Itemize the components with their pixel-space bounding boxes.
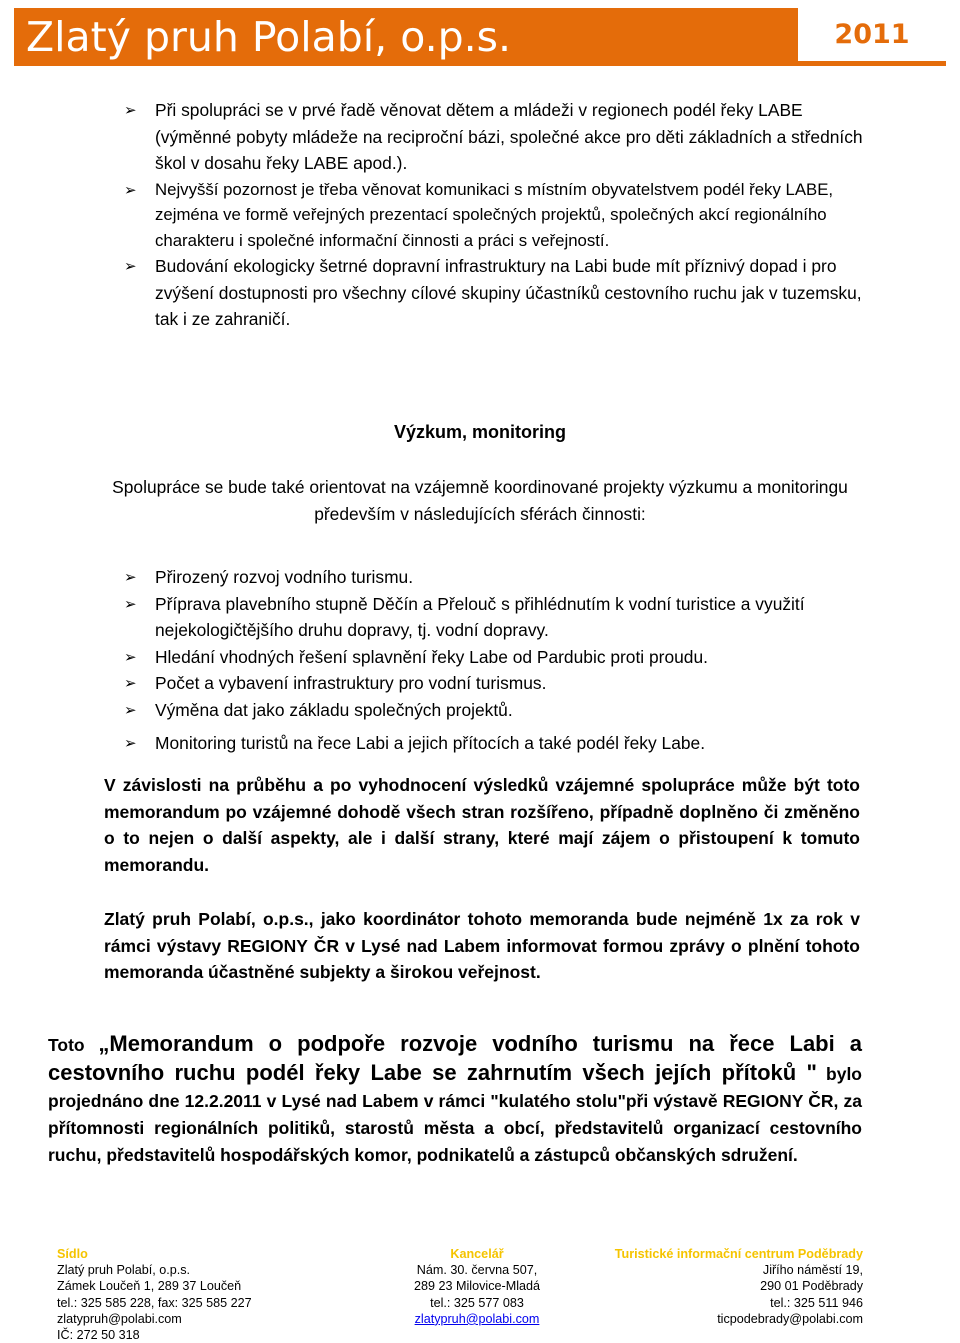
footer-seat-email: zlatypruh@polabi.com <box>57 1311 182 1326</box>
list-item <box>124 97 870 177</box>
footer-office-street: Nám. 30. června 507, <box>416 1263 538 1278</box>
arrowhead-bullet-icon: ➢ <box>124 734 137 752</box>
section-heading: Výzkum, monitoring <box>393 422 566 442</box>
list-item-text: Přirozený rozvoj vodního turismu. <box>155 567 414 587</box>
paragraph-extension: V závislosti na průběhu a po vyhodnocení výsledků vzájemné spolupráce může být toto memorandum po vzájemné dohodě všech stran rozšířeno, případně doplněno či změněno o to nejen o další aspekty, ale i další strany, které mají zájem o přistoupení k tomuto memorandu. <box>104 775 860 875</box>
closing-rest: bylo projednáno dne 12.2.2011 v Lysé nad Labem v rámci "kulatého stolu"při výstavě REGIONY ČR, za přítomnosti regionálních politiků, starostů města a obcí, představitelů organizací cestovního ruchu, představitelů hospodářských komor, podnikatelů a zástupců občanských sdružení. <box>48 1064 862 1165</box>
list-item-text: Při spolupráci se v prvé řadě věnovat dětem a mládeži v regionech podél řeky LABE (výměnné pobyty mládeže na reciproční bázi, společné akce pro děti základních a středních škol v dosahu řeky LABE apod.). <box>155 100 863 173</box>
footer-seat-name: Zlatý pruh Polabí, o.p.s. <box>57 1263 191 1278</box>
closing-lead: Toto <box>48 1035 99 1055</box>
footer-seat-ic: IČ: 272 50 318 <box>57 1328 140 1343</box>
footer-seat-address: Zámek Loučeň 1, 289 37 Loučeň <box>57 1279 242 1294</box>
header-title-bar <box>14 8 798 66</box>
footer-office <box>357 1246 597 1327</box>
arrowhead-bullet-icon: ➢ <box>124 700 137 719</box>
arrowhead-bullet-icon: ➢ <box>124 101 137 119</box>
footer-tic-heading: Turistické informační centrum Poděbrady <box>614 1247 863 1261</box>
memorandum-title: „Memorandum o podpoře rozvoje vodního turismu na řece Labi a cestovního ruchu podél řeky Labe se zahrnutím všech jejích přítoků " <box>48 1031 862 1085</box>
list-item <box>124 177 870 254</box>
page-header <box>14 8 946 66</box>
header-title: Zlatý pruh Polabí, o.p.s. <box>26 13 512 61</box>
list-item <box>124 253 870 333</box>
list-item <box>124 591 870 644</box>
footer-tic-phone: tel.: 325 511 946 <box>770 1295 863 1310</box>
list-item <box>124 644 870 671</box>
list-item <box>124 564 870 591</box>
arrowhead-bullet-icon: ➢ <box>124 180 137 199</box>
header-year: 2011 <box>834 19 910 50</box>
list-item-text: Hledání vhodných řešení splavnění řeky Labe od Pardubic proti proudu. <box>155 646 708 667</box>
list-item-text: Příprava plavebního stupně Děčín a Přelouč s přihlédnutím k vodní turistice a využití nejekologičtějšího druhu dopravy, tj. vodní dopravy. <box>155 593 805 640</box>
footer-tic <box>615 1246 863 1327</box>
bullet-list-research <box>124 564 870 723</box>
footer-office-city: 289 23 Milovice-Mladá <box>414 1279 540 1294</box>
footer-seat-phone: tel.: 325 585 228, fax: 325 585 227 <box>57 1295 252 1310</box>
arrowhead-bullet-icon: ➢ <box>124 568 137 586</box>
arrowhead-bullet-icon: ➢ <box>124 674 137 692</box>
header-year-box <box>798 8 946 66</box>
closing-statement <box>48 1030 862 1169</box>
list-item <box>124 670 870 697</box>
list-item-text: Výměna dat jako základu společných projektů. <box>155 699 513 720</box>
list-item-text: Počet a vybavení infrastruktury pro vodní turismus. <box>155 673 547 693</box>
footer-seat <box>57 1246 252 1343</box>
paragraph-coordinator: Zlatý pruh Polabí, o.p.s., jako koordinátor tohoto memoranda bude nejméně 1x za rok v rámci výstavy REGIONY ČR v Lysé nad Labem informovat formou zprávy o plnění tohoto memoranda účastněné subjekty a širokou veřejnost. <box>104 909 860 982</box>
footer-office-heading: Kancelář <box>450 1247 504 1261</box>
footer-office-email-link[interactable]: zlatypruh@polabi.com <box>414 1311 540 1326</box>
footer-tic-city: 290 01 Poděbrady <box>760 1279 863 1294</box>
list-item-text: Monitoring turistů na řece Labi a jejich přítocích a také podél řeky Labe. <box>155 733 706 753</box>
bullet-list-cooperation <box>124 97 870 333</box>
list-item <box>124 730 870 757</box>
list-item <box>124 697 870 724</box>
list-item-text: Budování ekologicky šetrné dopravní infrastruktury na Labi bude mít příznivý dopad i pro zvýšení dostupnosti pro všechny cílové skupiny účastníků cestovního ruchu jak v tuzemsku, tak i ze zahraničí. <box>155 256 862 329</box>
list-item-text: Nejvyšší pozornost je třeba věnovat komunikaci s místním obyvatelstvem podél řeky LABE, zejména ve formě veřejných prezentací společných projektů, společných akcí regionálního charakteru i společné informační činnosti a práci s veřejností. <box>155 179 834 250</box>
footer-seat-heading: Sídlo <box>57 1247 88 1261</box>
footer-tic-street: Jiřího náměstí 19, <box>762 1263 863 1278</box>
footer-tic-email: ticpodebrady@polabi.com <box>717 1311 863 1326</box>
arrowhead-bullet-icon: ➢ <box>124 594 137 613</box>
footer-office-phone: tel.: 325 577 083 <box>430 1295 524 1310</box>
arrowhead-bullet-icon: ➢ <box>124 647 137 666</box>
section-intro: Spolupráce se bude také orientovat na vzájemně koordinované projekty výzkumu a monitoringu především v následujících sférách činnosti: <box>112 477 848 524</box>
arrowhead-bullet-icon: ➢ <box>124 257 137 275</box>
bullet-list-monitoring <box>124 730 870 757</box>
